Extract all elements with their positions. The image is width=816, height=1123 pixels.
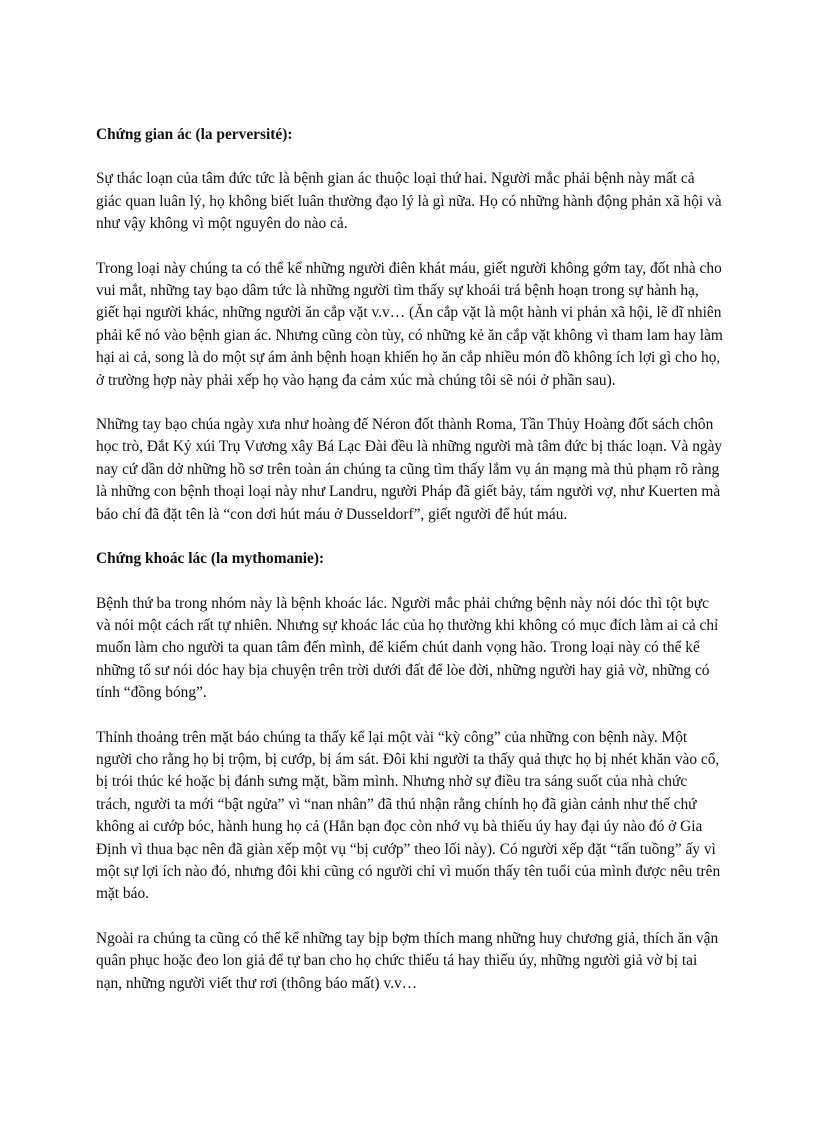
paragraph: Bệnh thứ ba trong nhóm này là bệnh khoác lác. Người mắc phải chứng bệnh này nói dóc thì tột bực và nói một cách rất tự nhiên. Nhưng sự khoác lác của họ thường khi không có mục đích làm ai cả chỉ muốn làm cho người ta quan tâm đến mình, để kiếm chút danh vọng hão. Trong loại này có thể kể những tổ sư nói dóc hay bịa chuyện trên trời dưới đất để lòe đời, những người hay giả vờ, những có tính “đồng bóng”. bbox=[96, 594, 719, 702]
paragraph: Những tay bạo chúa ngày xưa như hoàng đế Néron đốt thành Roma, Tần Thủy Hoàng đốt sách chôn học trò, Đắt Kỷ xúi Trụ Vương xây Bá Lạc Đài đều là những người mà tâm đức bị thác loạn. Và ngày nay cứ dần dở những hồ sơ trên toàn án chúng ta cũng tìm thấy lắm vụ án mạng mà thủ phạm rõ ràng là những con bệnh thoại loại này như Landru, người Pháp đã giết bảy, tám người vợ, như Kuerten mà báo chí đã đặt tên là “con dơi hút máu ở Dusseldorf”, giết người để hút máu. bbox=[96, 416, 723, 523]
paragraph: Trong loại này chúng ta có thể kể những người điên khát máu, giết người không gớm tay, đốt nhà cho vui mắt, những tay bạo dâm tức là những người tìm thấy sự khoái trá bệnh hoạn trong sự hành hạ, giết hại người khác, những người ăn cắp vặt v.v… (Ăn cắp vặt là một hành vi phản xã hội, lẽ dĩ nhiên phải kể nó vào bệnh gian ác. Nhưng cũng còn tùy, có những kẻ ăn cắp vặt không vì tham lam hay làm hại ai cả, song là do một sự ám ảnh bệnh hoạn khiến họ ăn cắp nhiều món đồ không ích lợi gì cho họ, ở trường hợp này phải xếp họ vào hạng đa cảm xúc mà chúng tôi sẽ nói ở phần sau). bbox=[96, 259, 723, 389]
section-heading: Chứng gian ác (la perversité): bbox=[96, 126, 293, 143]
paragraph: Thỉnh thoảng trên mặt báo chúng ta thấy kể lại một vài “kỳ công” của những con bệnh này. Một người cho rằng họ bị trộm, bị cướp, bị ám sát. Đôi khi người ta thấy quả thực họ bị nhét khăn vào cổ, bị trói thúc ké hoặc bị đánh sưng mặt, bầm mình. Nhưng nhờ sự điều tra sáng suốt của nhà chức trách, người ta mới “bật ngửa” vì “nan nhân” đã thú nhận rằng chính họ đã giàn cảnh như thế chứ không ai cướp bóc, hành hung họ cả (Hẳn bạn đọc còn nhớ vụ bà thiếu úy hay đại úy nào đó ở Gia Định vì thua bạc nên đã giàn xếp một vụ “bị cướp” theo lối này). Có người xếp đặt “tấn tuồng” ấy vì một sự lợi ích nào đó, nhưng đôi khi cũng có người chỉ vì muốn thấy tên tuổi của mình được nêu trên mặt báo. bbox=[96, 728, 721, 903]
document-page bbox=[96, 124, 724, 1017]
section-heading: Chứng khoác lác (la mythomanie): bbox=[96, 550, 325, 568]
section-mythomanie bbox=[96, 548, 724, 995]
paragraph: Ngoài ra chúng ta cũng có thể kể những tay bịp bợm thích mang những huy chương giả, thích ăn vận quân phục hoặc đeo lon giả để tự ban cho họ chức thiếu tá hay thiếu úy, những người giả vờ bị tai nạn, những người viết thư rơi (thông báo mất) v.v… bbox=[96, 929, 719, 992]
section-perversite bbox=[96, 124, 724, 526]
paragraph: Sự thác loạn của tâm đức tức là bệnh gian ác thuộc loại thứ hai. Người mắc phải bệnh này mất cả giác quan luân lý, họ không biết luân thường đạo lý là gì nữa. Họ có những hành động phản xã hội và như vậy không vì một nguyên do nào cả. bbox=[96, 170, 722, 233]
